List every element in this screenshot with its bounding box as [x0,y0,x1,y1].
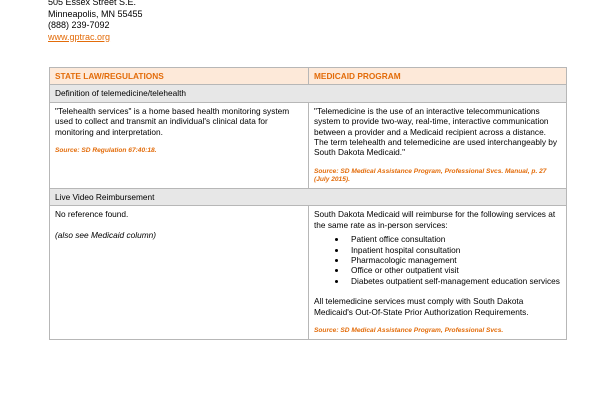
list-item: • Diabetes outpatient self-management education services [347,276,561,286]
list-item: • Patient office consultation [347,234,561,244]
address-line-1: 505 Essex Street S.E. [48,0,137,7]
column-header-state-law: STATE LAW/REGULATIONS [50,68,309,85]
state-law-cell [50,206,309,339]
phone-number: (888) 239-7092 [48,20,110,30]
covered-services-list [314,234,561,286]
section-title-live-video: Live Video Reimbursement [50,189,567,206]
medicaid-source-citation: Source: SD Medical Assistance Program, Professional Svcs. Manual, p. 27 (July 2015). [314,167,547,184]
state-reference-text: No reference found. [55,209,129,220]
medicaid-cell [309,206,567,339]
column-header-medicaid: MEDICAID PROGRAM [309,68,567,85]
table-row [50,206,567,339]
medicaid-compliance-text: All telemedicine services must comply with South Dakota Medicaid's Out-Of-State Prior Authorization Requirements. [314,296,529,317]
website-link[interactable]: www.gptrac.org [48,31,111,42]
telehealth-policy-table [49,67,567,340]
state-note-text: (also see Medicaid column) [55,229,156,240]
list-item: • Pharmacologic management [347,255,561,265]
address-line-2: Minneapolis, MN 55455 [48,8,143,19]
table-row [50,102,567,188]
section-title-definition: Definition of telemedicine/telehealth [50,85,567,102]
medicaid-cell [309,102,567,188]
medicaid-definition-text: "Telemedicine is the use of an interactive telecommunications system to provide two-way, real-time, interactive communication between a provider and a Medicaid recipient across a distance. The term telehealth and telemedicine are used interchangeably by South Dakota Medicaid." [314,105,558,158]
contact-address-block [48,0,143,43]
list-item: • Inpatient hospital consultation [347,245,561,255]
medicaid-intro-text: South Dakota Medicaid will reimburse for the following services at the same rate as in-person services: [314,209,556,230]
state-definition-text: "Telehealth services" is a home based health monitoring system used to collect and transmit an individual's clinical data for monitoring and interpretation. [55,105,290,137]
list-item: • Office or other outpatient visit [347,265,561,275]
state-law-cell [50,102,309,188]
medicaid-source-citation: Source: SD Medical Assistance Program, Professional Svcs. [314,327,504,335]
state-source-citation: Source: SD Regulation 67:40:18. [55,147,157,155]
